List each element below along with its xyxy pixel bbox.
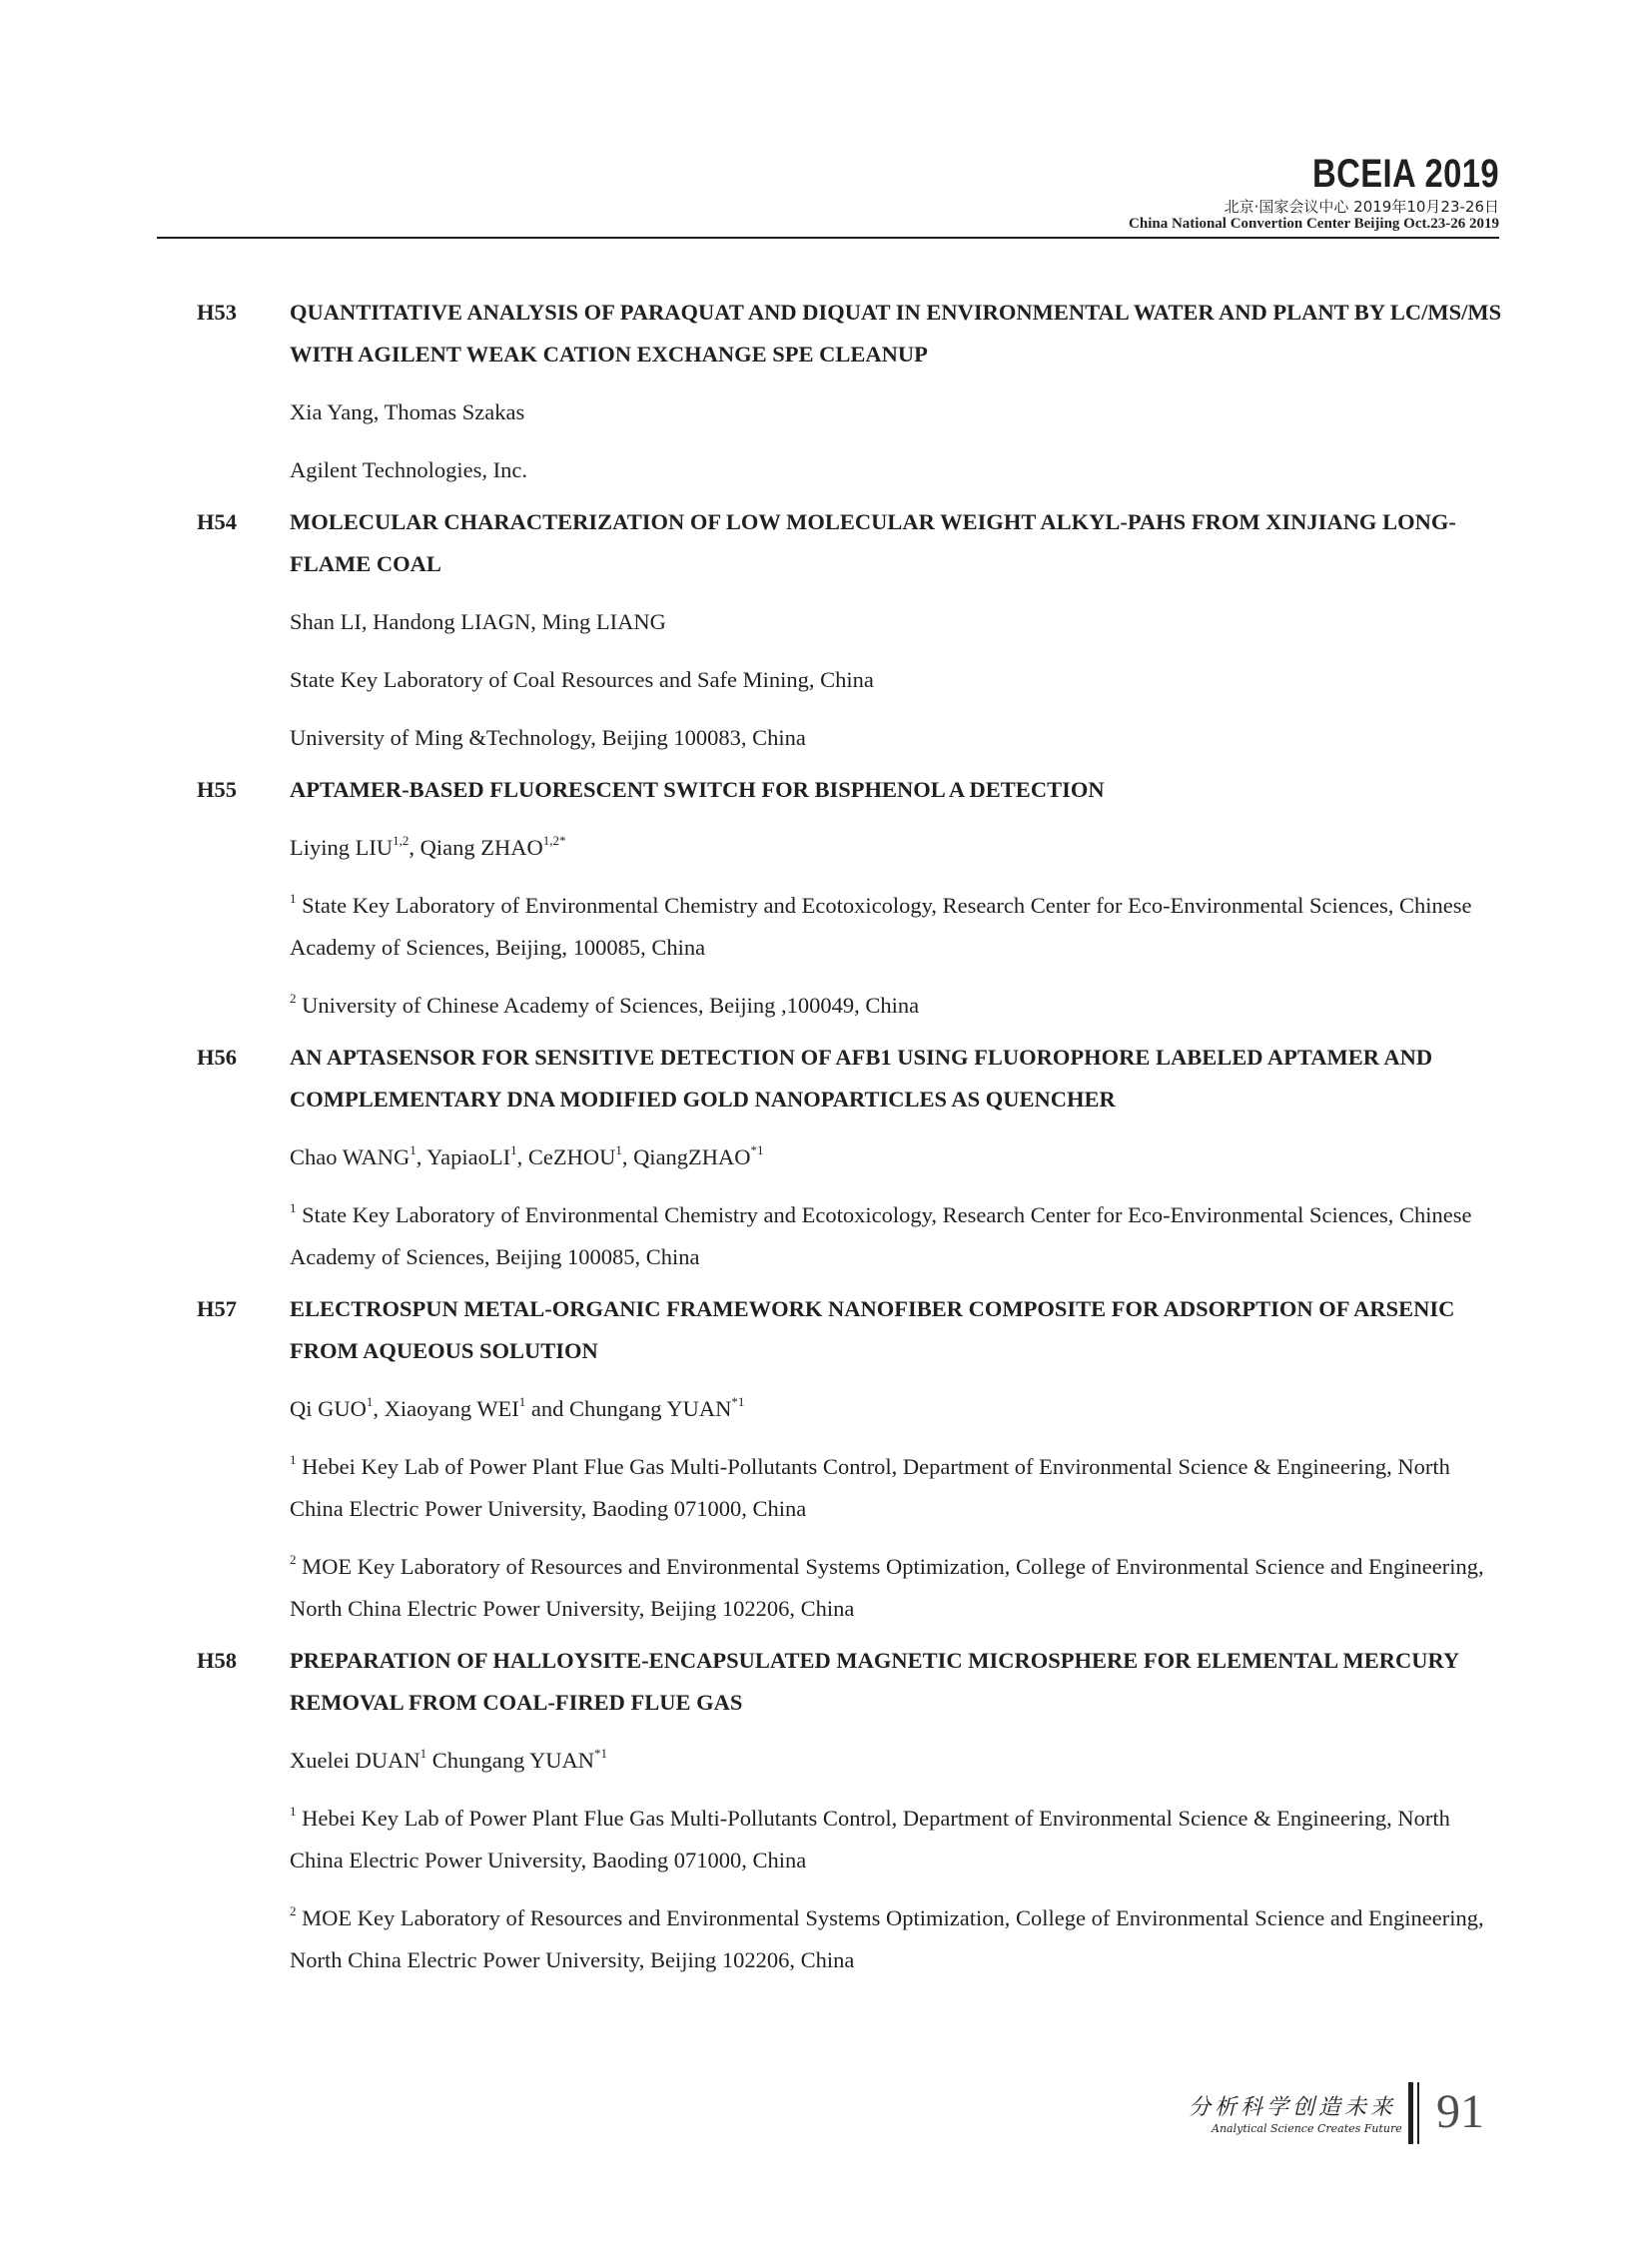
affiliation-text: Hebei Key Lab of Power Plant Flue Gas Multi-Pollutants Control, Department of Environmental Science & Engineering, North China Electric Power University, Baoding 071000, China [290, 1454, 1450, 1521]
abstract-title: MOLECULAR CHARACTERIZATION OF LOW MOLECULAR WEIGHT ALKYL-PAHS FROM XINJIANG LONG-FLAME COAL [290, 509, 1456, 576]
affiliation-text: State Key Laboratory of Environmental Chemistry and Ecotoxicology, Research Center for Eco-Environmental Sciences, Chinese Academy of Sciences, Beijing, 100085, China [290, 893, 1472, 960]
abstract-list [197, 292, 1505, 1991]
author-name: Liying LIU [290, 835, 394, 860]
page-header [157, 148, 1499, 236]
abstract-title: PREPARATION OF HALLOYSITE-ENCAPSULATED MAGNETIC MICROSPHERE FOR ELEMENTAL MERCURY REMOVAL FROM COAL-FIRED FLUE GAS [290, 1648, 1459, 1715]
author-sup: 1 [615, 1141, 622, 1157]
author-sup: *1 [731, 1393, 745, 1409]
abstract-authors [290, 827, 1505, 869]
abstract-affiliation: State Key Laboratory of Coal Resources and Safe Mining, China [290, 667, 874, 692]
abstract-authors [290, 1740, 1505, 1782]
author-sup: 1 [410, 1141, 416, 1157]
abstract-authors [290, 1136, 1505, 1178]
affiliation-sup: 2 [290, 990, 297, 1006]
abstract-affiliation [290, 1798, 1505, 1881]
author-sup: 1 [366, 1393, 374, 1409]
affiliation-text: Hebei Key Lab of Power Plant Flue Gas Multi-Pollutants Control, Department of Environmental Science & Engineering, North China Electric Power University, Baoding 071000, China [290, 1806, 1450, 1872]
author-sup: *1 [750, 1141, 764, 1157]
affiliation-text: State Key Laboratory of Environmental Chemistry and Ecotoxicology, Research Center for Eco-Environmental Sciences, Chinese Academy of Sciences, Beijing 100085, China [290, 1202, 1472, 1269]
affiliation-text: MOE Key Laboratory of Resources and Environmental Systems Optimization, College of Environmental Science and Engineering, North China Electric Power University, Beijing 102206, China [290, 1905, 1484, 1972]
abstract-entry-h56 [197, 1037, 1505, 1278]
author-name: , Xiaoyang WEI [373, 1396, 519, 1421]
abstract-authors: Xia Yang, Thomas Szakas [290, 399, 525, 424]
abstract-title: APTAMER-BASED FLUORESCENT SWITCH FOR BISPHENOL A DETECTION [290, 777, 1105, 802]
abstract-code: H54 [197, 509, 238, 534]
conference-title: BCEIA 2019 [1311, 152, 1499, 196]
page-footer [1189, 2082, 1508, 2152]
conference-venue-cn: 北京·国家会议中心 2019年10月23-26日 [1224, 198, 1499, 216]
affiliation-text: MOE Key Laboratory of Resources and Environmental Systems Optimization, College of Environmental Science and Engineering, North China Electric Power University, Beijing 102206, China [290, 1554, 1484, 1621]
abstract-code: H53 [197, 300, 238, 325]
abstract-entry-h55 [197, 769, 1505, 1027]
affiliation-sup: 1 [290, 1199, 297, 1215]
header-divider [157, 237, 1499, 239]
abstract-affiliation [290, 885, 1505, 969]
affiliation-sup: 1 [290, 1803, 297, 1819]
affiliation-sup: 2 [290, 1902, 297, 1918]
abstract-affiliation: University of Ming &Technology, Beijing 100083, China [290, 725, 806, 750]
author-name: , QiangZHAO [621, 1144, 751, 1169]
abstract-entry-h54 [197, 501, 1505, 759]
affiliation-sup: 2 [290, 1551, 297, 1567]
abstract-affiliation [290, 1194, 1505, 1278]
author-name: , YapiaoLI [415, 1144, 511, 1169]
abstract-entry-h53 [197, 292, 1505, 491]
abstract-title: ELECTROSPUN METAL-ORGANIC FRAMEWORK NANOFIBER COMPOSITE FOR ADSORPTION OF ARSENIC FROM AQUEOUS SOLUTION [290, 1296, 1455, 1363]
author-name: , Qiang ZHAO [409, 835, 543, 860]
abstract-code: H55 [197, 777, 238, 802]
abstract-affiliation [290, 1446, 1505, 1530]
author-name: Chao WANG [290, 1144, 411, 1169]
abstract-affiliation [290, 985, 1505, 1027]
abstract-authors [290, 1388, 1505, 1430]
abstract-title: AN APTASENSOR FOR SENSITIVE DETECTION OF AFB1 USING FLUOROPHORE LABELED APTAMER AND COMPLEMENTARY DNA MODIFIED GOLD NANOPARTICLES AS QUENCHER [290, 1045, 1433, 1112]
author-sup: 1,2* [542, 832, 566, 848]
page-number: 91 [1436, 2085, 1484, 2138]
author-name: Chungang YUAN [426, 1748, 595, 1773]
footer-slogan-cn: 分析科学创造未来 [1189, 2095, 1397, 2120]
abstract-entry-h58 [197, 1640, 1505, 1981]
footer-divider-thick [1408, 2082, 1413, 2144]
affiliation-sup: 1 [290, 890, 297, 906]
abstract-affiliation [290, 1546, 1505, 1630]
footer-divider-thin [1417, 2082, 1419, 2144]
author-sup: 1 [419, 1745, 427, 1761]
footer-slogan-en: Analytical Science Creates Future [1212, 2122, 1402, 2135]
abstract-affiliation: Agilent Technologies, Inc. [290, 457, 527, 482]
author-name: and Chungang YUAN [525, 1396, 732, 1421]
abstract-title: QUANTITATIVE ANALYSIS OF PARAQUAT AND DIQUAT IN ENVIRONMENTAL WATER AND PLANT BY LC/MS/MS WITH AGILENT WEAK CATION EXCHANGE SPE CLEANUP [290, 300, 1502, 367]
author-sup: 1 [510, 1141, 517, 1157]
author-sup: 1,2 [393, 832, 410, 848]
abstract-affiliation [290, 1897, 1505, 1981]
author-sup: 1 [518, 1393, 526, 1409]
abstract-code: H58 [197, 1648, 238, 1673]
conference-venue-en: China National Convertion Center Beijing Oct.23-26 2019 [1129, 216, 1499, 232]
author-name: Qi GUO [290, 1396, 367, 1421]
abstract-authors: Shan LI, Handong LIAGN, Ming LIANG [290, 609, 666, 634]
affiliation-text: University of Chinese Academy of Sciences, Beijing ,100049, China [302, 993, 920, 1018]
affiliation-sup: 1 [290, 1451, 297, 1467]
author-sup: *1 [594, 1745, 608, 1761]
abstract-code: H56 [197, 1045, 238, 1070]
author-name: Xuelei DUAN [290, 1748, 420, 1773]
author-name: , CeZHOU [516, 1144, 616, 1169]
abstract-code: H57 [197, 1296, 238, 1321]
abstract-entry-h57 [197, 1288, 1505, 1630]
